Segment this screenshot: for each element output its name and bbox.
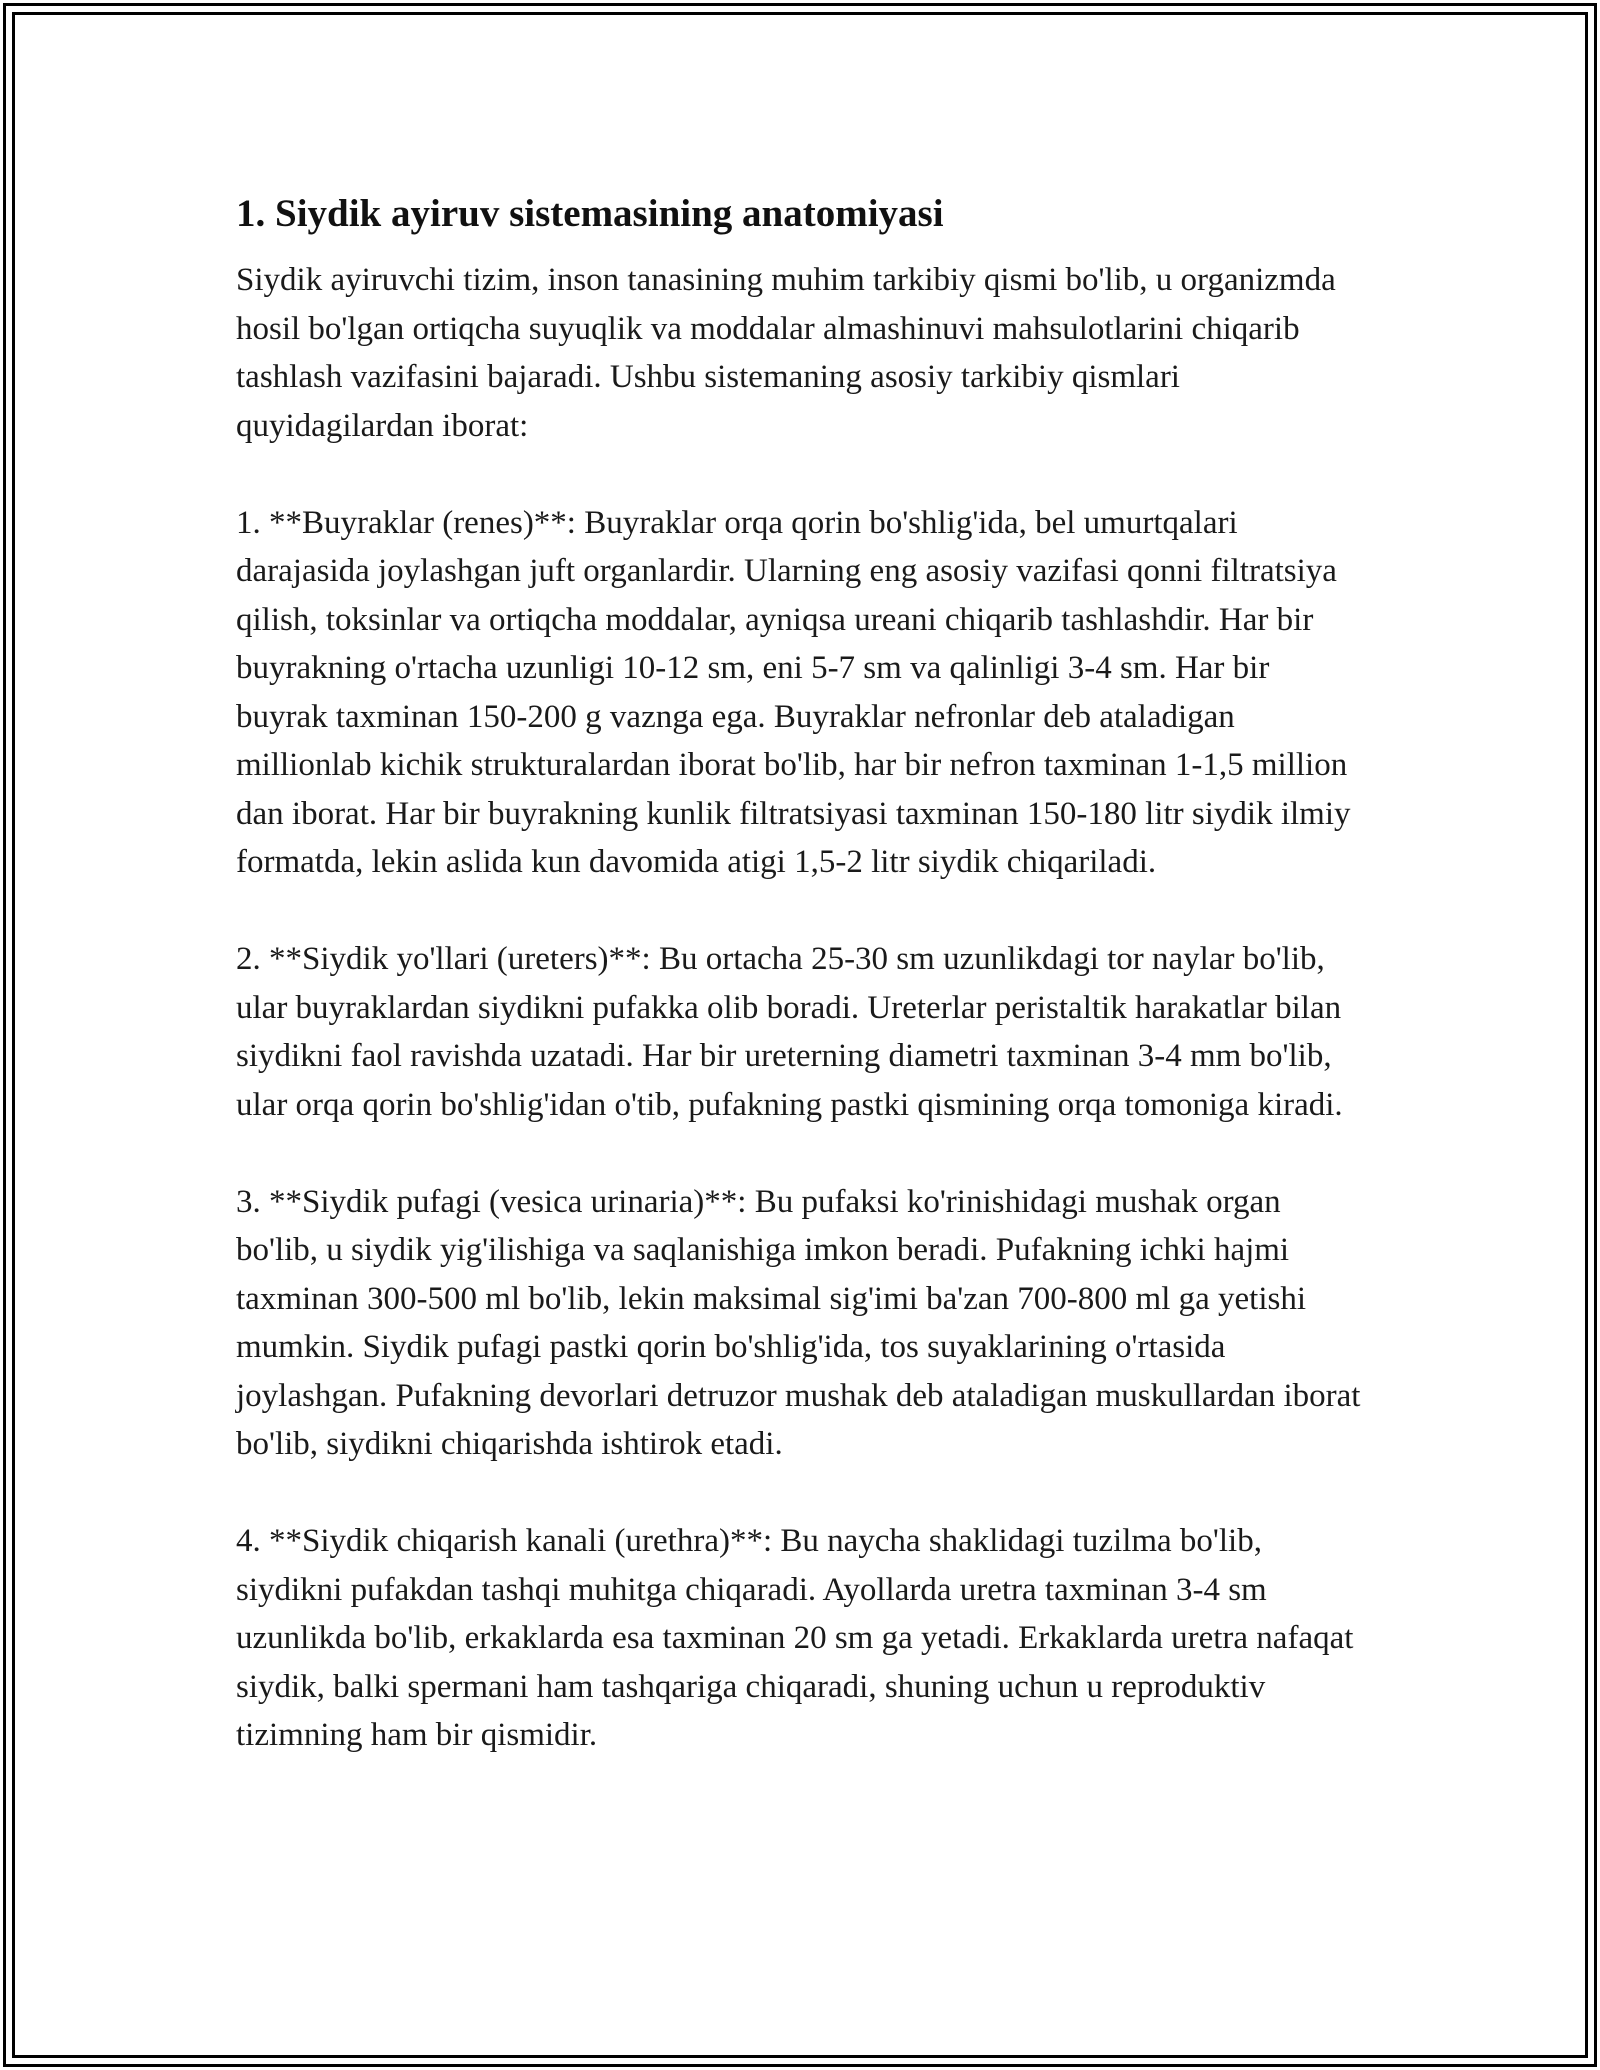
- paragraph-bladder: 3. **Siydik pufagi (vesica urinaria)**: Bu pufaksi ko'rinishidagi mushak organ bo'lib, u siydik yig'ilishiga va saqlanishiga imkon beradi. Pufakning ichki hajmi taxminan 300-500 ml bo'lib, lekin maksimal sig'imi ba'zan 700-800 ml ga yetishi mumkin. Siydik pufagi pastki qorin bo'shlig'ida, tos suyaklarining o'rtasida joylashgan. Pufakning devorlari detruzor mushak deb ataladigan muskullardan iborat bo'lib, siydikni chiqarishda ishtirok etadi.: [236, 1183, 1361, 1462]
- document-body: [236, 184, 1366, 1760]
- intro-paragraph: Siydik ayiruvchi tizim, inson tanasining muhim tarkibiy qismi bo'lib, u organizmda hosil bo'lgan ortiqcha suyuqlik va moddalar almashinuvi mahsulotlarini chiqarib tashlash vazifasini bajaradi. Ushbu sistemaning asosiy tarkibiy qismlari quyidagilardan iborat:: [236, 262, 1336, 444]
- paragraph-kidneys: 1. **Buyraklar (renes)**: Buyraklar orqa qorin bo'shlig'ida, bel umurtqalari darajasida joylashgan juft organlardir. Ularning eng asosiy vazifasi qonni filtratsiya qilish, toksinlar va ortiqcha moddalar, ayniqsa ureani chiqarib tashlashdir. Har bir buyrakning o'rtacha uzunligi 10-12 sm, eni 5-7 sm va qalinligi 3-4 sm. Har bir buyrak taxminan 150-200 g vaznga ega. Buyraklar nefronlar deb ataladigan millionlab kichik strukturalardan iborat bo'lib, har bir nefron taxminan 1-1,5 million dan iborat. Har bir buyrakning kunlik filtratsiyasi taxminan 150-180 litr siydik ilmiy formatda, lekin aslida kun davomida atigi 1,5-2 litr siydik chiqariladi.: [236, 504, 1351, 880]
- paragraph-ureters: 2. **Siydik yo'llari (ureters)**: Bu ortacha 25-30 sm uzunlikdagi tor naylar bo'lib, ular buyraklardan siydikni pufakka olib boradi. Ureterlar peristaltik harakatlar bilan siydikni faol ravishda uzatadi. Har bir ureterning diametri taxminan 3-4 mm bo'lib, ular orqa qorin bo'shlig'idan o'tib, pufakning pastki qismining orqa tomoniga kiradi.: [236, 941, 1343, 1123]
- section-heading: 1. Siydik ayiruv sistemasining anatomiyasi: [236, 192, 944, 235]
- paragraph-urethra: 4. **Siydik chiqarish kanali (urethra)**: Bu naycha shaklidagi tuzilma bo'lib, siydikni pufakdan tashqi muhitga chiqaradi. Ayollarda uretra taxminan 3-4 sm uzunlikda bo'lib, erkaklarda esa taxminan 20 sm ga yetadi. Erkaklarda uretra nafaqat siydik, balki spermani ham tashqariga chiqaradi, shuning uchun u reproduktiv tizimning ham bir qismidir.: [236, 1523, 1354, 1753]
